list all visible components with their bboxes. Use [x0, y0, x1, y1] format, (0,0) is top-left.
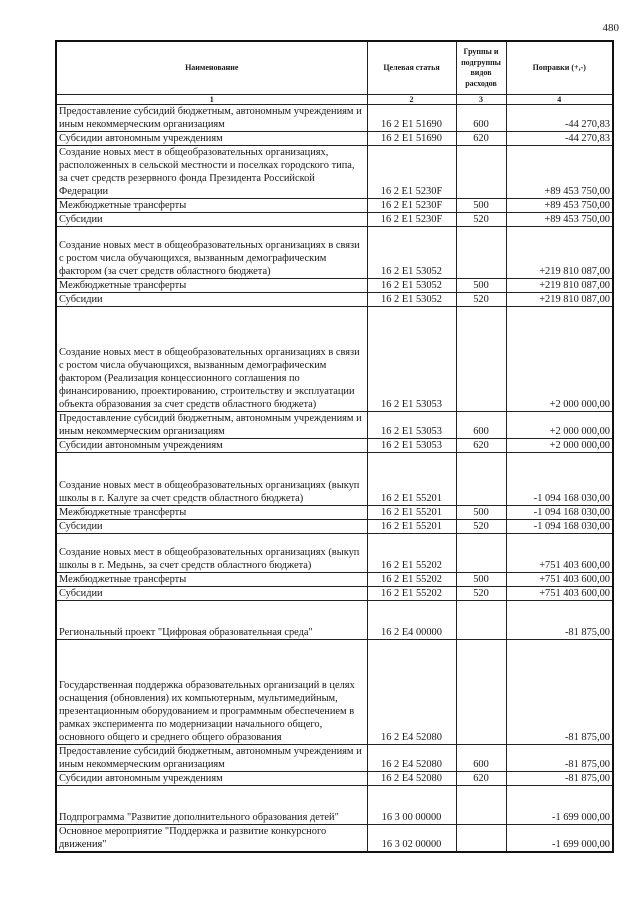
row-amount: -81 875,00	[506, 744, 613, 771]
row-expense-group: 500	[456, 199, 506, 213]
row-name: Создание новых мест в общеобразовательных организациях в связи с ростом числа обучающихся, вызванным демографическим фактором (за счет средств областного бюджета)	[56, 227, 367, 279]
row-amount: +751 403 600,00	[506, 533, 613, 572]
row-name: Субсидии	[56, 213, 367, 227]
row-target-code: 16 2 E1 55202	[367, 572, 456, 586]
row-expense-group: 600	[456, 412, 506, 439]
row-name: Подпрограмма "Развитие дополнительного образования детей"	[56, 785, 367, 824]
row-amount: +751 403 600,00	[506, 586, 613, 600]
row-target-code: 16 2 E1 53053	[367, 412, 456, 439]
row-target-code: 16 2 E4 52080	[367, 640, 456, 745]
table-row	[56, 453, 613, 505]
row-amount: -81 875,00	[506, 640, 613, 745]
column-number: 1	[56, 95, 367, 105]
row-name: Межбюджетные трансферты	[56, 199, 367, 213]
table-row	[56, 132, 613, 146]
row-expense-group: 500	[456, 279, 506, 293]
table-row	[56, 105, 613, 132]
table-row	[56, 572, 613, 586]
row-name: Субсидии автономным учреждениям	[56, 132, 367, 146]
row-target-code: 16 2 E4 52080	[367, 744, 456, 771]
row-target-code: 16 2 E1 55202	[367, 586, 456, 600]
table-row	[56, 825, 613, 853]
row-target-code: 16 2 E1 55201	[367, 519, 456, 533]
row-amount: -81 875,00	[506, 771, 613, 785]
budget-amendments-table	[55, 40, 614, 853]
row-name: Создание новых мест в общеобразовательных организациях (выкуп школы в г. Калуге за счет средств областного бюджета)	[56, 453, 367, 505]
table-row	[56, 293, 613, 307]
row-expense-group: 500	[456, 572, 506, 586]
row-amount: -44 270,83	[506, 132, 613, 146]
row-target-code: 16 2 E1 55202	[367, 533, 456, 572]
page-number: 480	[602, 22, 619, 34]
table-row	[56, 771, 613, 785]
row-target-code: 16 2 E4 00000	[367, 600, 456, 639]
row-target-code: 16 2 E1 55201	[367, 505, 456, 519]
header-amount: Поправки (+,-)	[506, 41, 613, 95]
row-expense-group: 520	[456, 519, 506, 533]
row-expense-group: 620	[456, 771, 506, 785]
row-amount: +751 403 600,00	[506, 572, 613, 586]
row-amount: -1 094 168 030,00	[506, 519, 613, 533]
table-row	[56, 227, 613, 279]
row-expense-group: 600	[456, 105, 506, 132]
row-amount: +89 453 750,00	[506, 146, 613, 199]
row-name: Субсидии	[56, 586, 367, 600]
row-name: Субсидии	[56, 519, 367, 533]
row-expense-group: 500	[456, 505, 506, 519]
row-expense-group: 600	[456, 744, 506, 771]
row-amount: +2 000 000,00	[506, 307, 613, 412]
row-amount: +219 810 087,00	[506, 227, 613, 279]
column-number: 3	[456, 95, 506, 105]
row-expense-group: 520	[456, 293, 506, 307]
column-numbers-row	[56, 95, 613, 105]
row-expense-group	[456, 640, 506, 745]
row-amount: -44 270,83	[506, 105, 613, 132]
header-code: Целевая статья	[367, 41, 456, 95]
table-row	[56, 505, 613, 519]
row-name: Создание новых мест в общеобразовательных организациях (выкуп школы в г. Медынь, за счет средств областного бюджета)	[56, 533, 367, 572]
table-row	[56, 213, 613, 227]
row-target-code: 16 2 E1 53052	[367, 279, 456, 293]
table-row	[56, 785, 613, 824]
row-expense-group	[456, 227, 506, 279]
row-amount: -1 699 000,00	[506, 785, 613, 824]
table-row	[56, 307, 613, 412]
row-expense-group: 520	[456, 213, 506, 227]
row-target-code: 16 3 02 00000	[367, 825, 456, 853]
table-row	[56, 640, 613, 745]
table-row	[56, 600, 613, 639]
row-expense-group	[456, 533, 506, 572]
table-row	[56, 586, 613, 600]
row-target-code: 16 2 E1 53052	[367, 227, 456, 279]
row-target-code: 16 2 E1 51690	[367, 132, 456, 146]
row-amount: +89 453 750,00	[506, 213, 613, 227]
table-row	[56, 744, 613, 771]
row-expense-group: 620	[456, 439, 506, 453]
column-number: 4	[506, 95, 613, 105]
row-target-code: 16 2 E1 53053	[367, 307, 456, 412]
row-expense-group	[456, 785, 506, 824]
row-expense-group: 520	[456, 586, 506, 600]
row-target-code: 16 2 E4 52080	[367, 771, 456, 785]
row-expense-group	[456, 307, 506, 412]
row-target-code: 16 2 E1 53052	[367, 293, 456, 307]
row-expense-group	[456, 453, 506, 505]
table-row	[56, 199, 613, 213]
row-target-code: 16 2 E1 5230F	[367, 199, 456, 213]
row-name: Предоставление субсидий бюджетным, автономным учреждениям и иным некоммерческим организациям	[56, 744, 367, 771]
row-target-code: 16 2 E1 53053	[367, 439, 456, 453]
row-name: Межбюджетные трансферты	[56, 279, 367, 293]
row-target-code: 16 2 E1 51690	[367, 105, 456, 132]
table-row	[56, 439, 613, 453]
row-amount: -81 875,00	[506, 600, 613, 639]
row-name: Государственная поддержка образовательных организаций в целях оснащения (обновления) их компьютерным, мультимедийным, презентационным оборудованием и программным обеспечением в рамках эксперимента по модернизации начального общего, основного общего и среднего общего образования	[56, 640, 367, 745]
row-name: Субсидии автономным учреждениям	[56, 439, 367, 453]
row-name: Субсидии автономным учреждениям	[56, 771, 367, 785]
row-target-code: 16 2 E1 5230F	[367, 213, 456, 227]
row-amount: +219 810 087,00	[506, 279, 613, 293]
row-amount: -1 094 168 030,00	[506, 505, 613, 519]
row-expense-group	[456, 825, 506, 853]
table-row	[56, 533, 613, 572]
table-row	[56, 519, 613, 533]
table-row	[56, 412, 613, 439]
header-group: Группы и подгруппы видов расходов	[456, 41, 506, 95]
row-amount: +219 810 087,00	[506, 293, 613, 307]
row-name: Создание новых мест в общеобразовательных организациях, расположенных в сельской местности и поселках городского типа, за счет средств резервного фонда Президента Российской Федерации	[56, 146, 367, 199]
row-target-code: 16 2 E1 5230F	[367, 146, 456, 199]
row-amount: +89 453 750,00	[506, 199, 613, 213]
header-name: Наименование	[56, 41, 367, 95]
row-name: Предоставление субсидий бюджетным, автономным учреждениям и иным некоммерческим организациям	[56, 105, 367, 132]
row-name: Межбюджетные трансферты	[56, 572, 367, 586]
row-target-code: 16 2 E1 55201	[367, 453, 456, 505]
row-amount: +2 000 000,00	[506, 412, 613, 439]
row-name: Создание новых мест в общеобразовательных организациях в связи с ростом числа обучающихся, вызванным демографическим фактором (Реализация концессионного соглашения по финансированию, проектированию, строительству и эксплуатации объекта образования за счет средств областного бюджета)	[56, 307, 367, 412]
row-name: Межбюджетные трансферты	[56, 505, 367, 519]
table-row	[56, 279, 613, 293]
row-expense-group: 620	[456, 132, 506, 146]
row-name: Основное мероприятие "Поддержка и развитие конкурсного движения"	[56, 825, 367, 853]
row-name: Субсидии	[56, 293, 367, 307]
row-amount: -1 094 168 030,00	[506, 453, 613, 505]
row-expense-group	[456, 600, 506, 639]
table-header-row	[56, 41, 613, 95]
column-number: 2	[367, 95, 456, 105]
row-name: Региональный проект "Цифровая образовательная среда"	[56, 600, 367, 639]
row-amount: +2 000 000,00	[506, 439, 613, 453]
row-amount: -1 699 000,00	[506, 825, 613, 853]
row-expense-group	[456, 146, 506, 199]
row-name: Предоставление субсидий бюджетным, автономным учреждениям и иным некоммерческим организациям	[56, 412, 367, 439]
table-row	[56, 146, 613, 199]
row-target-code: 16 3 00 00000	[367, 785, 456, 824]
